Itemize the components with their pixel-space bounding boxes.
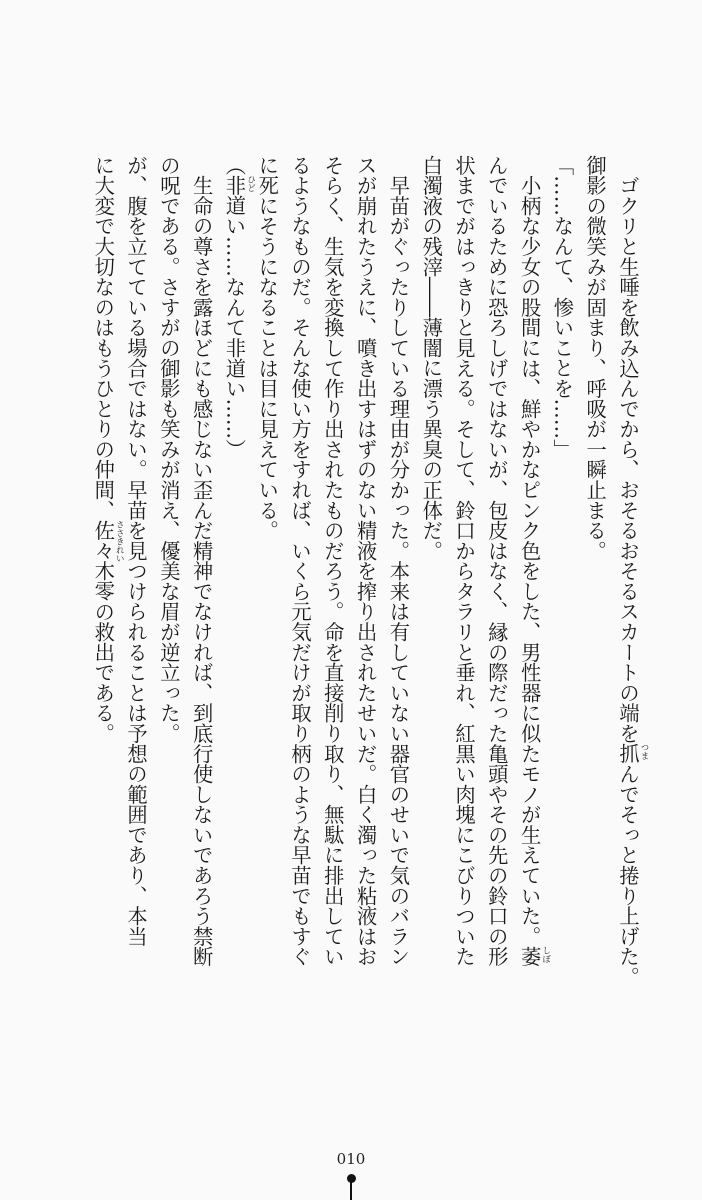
text-segment: ゴクリと生唾を飲み込んでから、おそるおそるスカートの端を [616,155,640,744]
text-segment: い……なんて非道い……） [222,215,247,460]
text-line [119,155,152,1005]
text-segment: スが崩れたうえに、噴き出すはずのない精液を搾り出されたせいだ。白く濁った粘液はお [353,155,378,967]
text-segment: が、腹を立てている場合ではない。早苗を見つけられることは予想の範囲であり、本当 [124,155,149,947]
text-segment: （ [222,155,247,176]
text-line [546,155,579,1005]
text-line [152,155,185,1005]
ruby-base: 非道 ひど [222,175,256,216]
ruby-base: 萎 しぼ [517,946,551,967]
ruby-base: 佐々木零 ささきれい [91,520,125,602]
text-segment: に大変で大切なのはもうひとりの仲間、 [91,155,116,521]
page-marker-line [350,1180,352,1200]
text-segment: 状までがはっきりと見える。そして、鈴口からタラリと垂れ、紅黒い肉塊にこびりついた [452,155,477,967]
text-line [447,155,480,1005]
text-segment: るようなものだ。そんな使い方をすれば、いくら元気だけが取り柄のような早苗でもすぐ [288,155,313,967]
text-line [578,155,611,1005]
text-line [86,155,125,1005]
text-line [480,155,513,1005]
text-segment: 御影の微笑みが固まり、呼吸が一瞬止まる。 [583,155,608,561]
text-line [250,155,283,1005]
text-segment: んでそっと捲り上げた。 [616,763,640,987]
text-segment: 白濁液の残滓――薄闇に漂う異臭の正体だ。 [419,155,444,561]
text-line [382,155,415,1005]
text-segment: に死にそうになることは目に見えている。 [255,155,280,541]
body-text [84,155,649,1005]
text-line [316,155,349,1005]
ruby-reading: しぼ [540,946,551,964]
text-segment: 早苗がぐったりしている理由が分かった。本来は有していない器官のせいで気のバラン [386,155,411,967]
text-segment: 小柄な少女の股間には、鮮やかなピンク色をした、男性器に似たモノが生えていた。 [517,155,542,947]
text-segment: の呪である。さすがの御影も笑みが消え、優美な眉が逆立った。 [156,155,181,744]
text-line [513,155,551,1005]
ruby-base: 抓 つま [616,743,649,764]
text-line [283,155,316,1005]
ruby-reading: ひど [245,175,256,193]
text-line [414,155,447,1005]
text-segment: そらく、生気を変換して作り出されたものだろう。命を直接削り取り、無駄に排出してい [320,155,345,967]
page-number: 010 [336,1150,366,1168]
text-segment: の救出である。 [91,601,116,744]
text-line [185,155,218,1005]
ruby-reading: つま [639,743,649,761]
text-segment: 「……なんて、惨いことを……」 [550,155,575,460]
text-line [611,155,649,1005]
text-line [218,155,256,1005]
text-segment: んでいるために恐ろしげではないが、包皮はなく、縁の際だった亀頭やその先の鈴口の形 [484,155,509,967]
text-segment: 生命の尊さを露ほどにも感じない歪んだ精神でなければ、到底行使しないであろう禁断 [189,155,214,967]
ruby-reading: ささきれい [114,520,125,563]
text-line [349,155,382,1005]
